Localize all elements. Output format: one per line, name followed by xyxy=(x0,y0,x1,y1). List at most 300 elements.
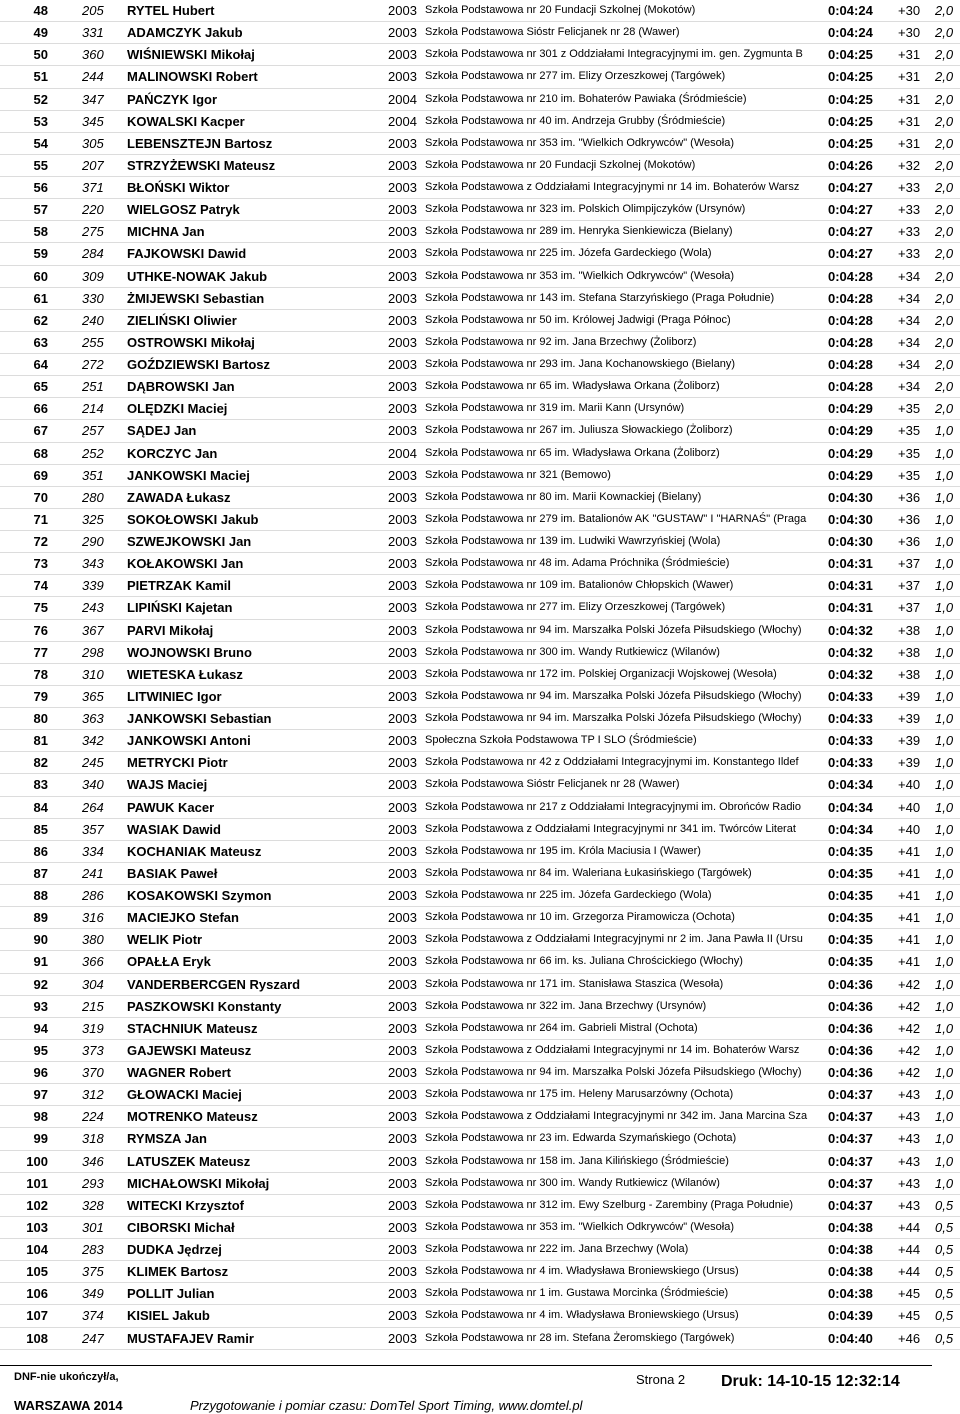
bib-cell: 247 xyxy=(82,1330,104,1346)
place-cell: 53 xyxy=(33,113,48,129)
birth-year-cell: 2003 xyxy=(388,1330,417,1346)
time-cell: 0:04:38 xyxy=(828,1264,873,1280)
school-cell: Szkoła Podstawowa nr 264 im. Gabrieli Mistral (Ochota) xyxy=(425,1021,698,1034)
school-cell: Szkoła Podstawowa nr 312 im. Ewy Szelburg - Zarembiny (Praga Południe) xyxy=(425,1198,794,1211)
school-cell: Szkoła Podstawowa nr 48 im. Adama Próchnika (Śródmieście) xyxy=(425,557,730,570)
school-cell: Szkoła Podstawowa nr 4 im. Władysława Broniewskiego (Ursus) xyxy=(425,1265,739,1278)
place-cell: 70 xyxy=(33,489,48,505)
birth-year-cell: 2003 xyxy=(388,3,417,18)
bib-cell: 272 xyxy=(82,357,104,372)
table-row xyxy=(0,553,960,575)
diff-cell: +33 xyxy=(898,246,921,262)
bib-cell: 342 xyxy=(82,733,104,749)
table-row xyxy=(0,243,960,265)
table-row xyxy=(0,1217,960,1239)
name-cell: MUSTAFAJEV Ramir xyxy=(127,1330,254,1346)
place-cell: 59 xyxy=(33,246,48,262)
table-row xyxy=(0,487,960,509)
name-cell: WIŚNIEWSKI Mikołaj xyxy=(127,47,255,63)
table-row xyxy=(0,111,960,133)
name-cell: JANKOWSKI Antoni xyxy=(127,733,251,749)
birth-year-cell: 2003 xyxy=(388,1286,417,1302)
points-cell: 1,0 xyxy=(935,556,954,572)
diff-cell: +43 xyxy=(898,1109,921,1125)
table-row xyxy=(0,199,960,221)
points-cell: 1,0 xyxy=(935,511,954,527)
birth-year-cell: 2003 xyxy=(388,401,417,417)
points-cell: 2,0 xyxy=(935,113,954,129)
table-row xyxy=(0,288,960,310)
table-row xyxy=(0,1062,960,1084)
bib-cell: 251 xyxy=(82,379,104,395)
time-cell: 0:04:33 xyxy=(828,755,873,771)
time-cell: 0:04:37 xyxy=(828,1087,873,1103)
name-cell: RYTEL Hubert xyxy=(127,3,215,18)
place-cell: 86 xyxy=(33,843,48,859)
birth-year-cell: 2003 xyxy=(388,246,417,262)
table-row xyxy=(0,1018,960,1040)
bib-cell: 325 xyxy=(82,511,104,527)
time-cell: 0:04:30 xyxy=(828,489,873,505)
name-cell: LITWINIEC Igor xyxy=(127,688,222,704)
table-row xyxy=(0,597,960,619)
table-row xyxy=(0,797,960,819)
points-cell: 2,0 xyxy=(935,224,954,240)
table-row xyxy=(0,863,960,885)
bib-cell: 312 xyxy=(82,1087,104,1103)
school-cell: Szkoła Podstawowa nr 139 im. Ludwiki Wawrzyńskiej (Wola) xyxy=(425,535,721,547)
bib-cell: 283 xyxy=(82,1242,104,1257)
school-cell: Szkoła Podstawowa nr 94 im. Marszałka Polski Józefa Piłsudskiego (Włochy) xyxy=(425,689,802,702)
school-cell: Szkoła Podstawowa nr 171 im. Stanisława Staszica (Wesoła) xyxy=(425,977,724,990)
diff-cell: +42 xyxy=(898,1042,921,1058)
place-cell: 87 xyxy=(33,865,48,881)
table-row xyxy=(0,420,960,442)
name-cell: CIBORSKI Michał xyxy=(127,1219,235,1235)
time-cell: 0:04:35 xyxy=(828,910,873,926)
name-cell: VANDERBERCGEN Ryszard xyxy=(127,976,301,992)
place-cell: 88 xyxy=(33,888,48,903)
diff-cell: +41 xyxy=(898,888,921,903)
points-cell: 2,0 xyxy=(935,135,954,151)
bib-cell: 347 xyxy=(82,91,104,107)
diff-cell: +31 xyxy=(898,113,921,129)
diff-cell: +33 xyxy=(898,180,921,195)
bib-cell: 264 xyxy=(82,799,104,815)
diff-cell: +31 xyxy=(898,91,921,107)
points-cell: 0,5 xyxy=(935,1286,954,1302)
birth-year-cell: 2003 xyxy=(388,268,417,284)
time-cell: 0:04:33 xyxy=(828,688,873,704)
place-cell: 68 xyxy=(33,445,48,461)
birth-year-cell: 2003 xyxy=(388,1042,417,1058)
points-cell: 2,0 xyxy=(935,202,954,218)
bib-cell: 319 xyxy=(82,1020,104,1036)
points-cell: 1,0 xyxy=(935,711,954,726)
time-cell: 0:04:35 xyxy=(828,865,873,881)
points-cell: 0,5 xyxy=(935,1264,954,1280)
table-row xyxy=(0,0,960,22)
points-cell: 2,0 xyxy=(935,290,954,306)
time-cell: 0:04:29 xyxy=(828,401,873,417)
name-cell: WELIK Piotr xyxy=(127,932,203,948)
table-row xyxy=(0,752,960,774)
points-cell: 1,0 xyxy=(935,954,954,970)
diff-cell: +35 xyxy=(898,467,921,483)
diff-cell: +39 xyxy=(898,733,921,749)
time-cell: 0:04:38 xyxy=(828,1286,873,1302)
name-cell: JANKOWSKI Sebastian xyxy=(127,711,272,726)
points-cell: 2,0 xyxy=(935,157,954,173)
bib-cell: 343 xyxy=(82,556,104,572)
school-cell: Szkoła Podstawowa nr 65 im. Władysława Orkana (Żoliborz) xyxy=(425,446,720,459)
bib-cell: 298 xyxy=(82,644,104,660)
school-cell: Szkoła Podstawowa nr 277 im. Elizy Orzeszkowej (Targówek) xyxy=(425,70,726,83)
name-cell: SZWEJKOWSKI Jan xyxy=(127,534,252,549)
time-cell: 0:04:35 xyxy=(828,888,873,903)
diff-cell: +39 xyxy=(898,688,921,704)
birth-year-cell: 2003 xyxy=(388,489,417,505)
birth-year-cell: 2003 xyxy=(388,1065,417,1080)
name-cell: KOWALSKI Kacper xyxy=(127,113,245,129)
bib-cell: 334 xyxy=(82,843,104,859)
bib-cell: 309 xyxy=(82,268,104,284)
points-cell: 1,0 xyxy=(935,1020,954,1036)
school-cell: Szkoła Podstawowa nr 1 im. Gustawa Morcinka (Śródmieście) xyxy=(425,1287,729,1300)
bib-cell: 304 xyxy=(82,976,104,992)
table-row xyxy=(0,310,960,332)
points-cell: 2,0 xyxy=(935,379,954,395)
place-cell: 85 xyxy=(33,821,48,837)
diff-cell: +35 xyxy=(898,401,921,417)
points-cell: 1,0 xyxy=(935,733,954,749)
school-cell: Szkoła Podstawowa nr 175 im. Heleny Marusarzówny (Ochota) xyxy=(425,1088,734,1101)
diff-cell: +36 xyxy=(898,534,921,549)
place-cell: 49 xyxy=(33,25,48,41)
points-cell: 1,0 xyxy=(935,1042,954,1058)
diff-cell: +39 xyxy=(898,711,921,726)
bib-cell: 380 xyxy=(82,932,104,948)
name-cell: KORCZYC Jan xyxy=(127,445,218,461)
diff-cell: +43 xyxy=(898,1153,921,1169)
time-cell: 0:04:35 xyxy=(828,843,873,859)
city-year: WARSZAWA 2014 xyxy=(14,1398,123,1413)
birth-year-cell: 2003 xyxy=(388,1087,417,1103)
table-row xyxy=(0,332,960,354)
time-cell: 0:04:26 xyxy=(828,157,873,173)
diff-cell: +37 xyxy=(898,600,921,616)
birth-year-cell: 2003 xyxy=(388,1175,417,1191)
place-cell: 104 xyxy=(26,1242,48,1257)
name-cell: ZIELIŃSKI Oliwier xyxy=(127,312,237,328)
points-cell: 2,0 xyxy=(935,312,954,328)
time-cell: 0:04:32 xyxy=(828,644,873,660)
birth-year-cell: 2003 xyxy=(388,1153,417,1169)
diff-cell: +31 xyxy=(898,135,921,151)
birth-year-cell: 2003 xyxy=(388,511,417,527)
table-row xyxy=(0,89,960,111)
table-row xyxy=(0,1283,960,1305)
name-cell: MICHNA Jan xyxy=(127,224,205,240)
time-cell: 0:04:32 xyxy=(828,666,873,682)
time-cell: 0:04:27 xyxy=(828,180,873,195)
place-cell: 51 xyxy=(33,69,48,85)
points-cell: 1,0 xyxy=(935,622,954,638)
table-row xyxy=(0,22,960,44)
bib-cell: 207 xyxy=(82,157,104,173)
bib-cell: 375 xyxy=(82,1264,104,1280)
time-cell: 0:04:28 xyxy=(828,334,873,350)
table-row xyxy=(0,774,960,796)
diff-cell: +33 xyxy=(898,202,921,218)
points-cell: 1,0 xyxy=(935,865,954,881)
school-cell: Szkoła Podstawowa nr 50 im. Królowej Jadwigi (Praga Północ) xyxy=(425,313,731,326)
birth-year-cell: 2003 xyxy=(388,644,417,660)
diff-cell: +44 xyxy=(898,1219,921,1235)
bib-cell: 245 xyxy=(82,755,104,771)
place-cell: 63 xyxy=(33,334,48,350)
diff-cell: +38 xyxy=(898,622,921,638)
school-cell: Szkoła Podstawowa Sióstr Felicjanek nr 28 (Wawer) xyxy=(425,26,680,39)
birth-year-cell: 2003 xyxy=(388,224,417,240)
diff-cell: +40 xyxy=(898,799,921,815)
name-cell: MOTRENKO Mateusz xyxy=(127,1109,258,1125)
bib-cell: 330 xyxy=(82,290,104,306)
birth-year-cell: 2003 xyxy=(388,25,417,41)
school-cell: Szkoła Podstawowa nr 40 im. Andrzeja Grubby (Śródmieście) xyxy=(425,114,726,127)
name-cell: METRYCKI Piotr xyxy=(127,755,228,771)
bib-cell: 370 xyxy=(82,1065,104,1080)
place-cell: 54 xyxy=(33,135,48,151)
name-cell: KOŁAKOWSKI Jan xyxy=(127,556,244,572)
school-cell: Szkoła Podstawowa z Oddziałami Integracyjnymi nr 14 im. Bohaterów Warsz xyxy=(425,1043,800,1056)
diff-cell: +32 xyxy=(898,157,921,173)
bib-cell: 220 xyxy=(82,202,104,218)
bib-cell: 305 xyxy=(82,135,104,151)
birth-year-cell: 2003 xyxy=(388,157,417,173)
school-cell: Szkoła Podstawowa nr 84 im. Waleriana Łukasińskiego (Targówek) xyxy=(425,866,752,879)
bib-cell: 346 xyxy=(82,1153,104,1169)
diff-cell: +36 xyxy=(898,511,921,527)
diff-cell: +34 xyxy=(898,357,921,372)
birth-year-cell: 2003 xyxy=(388,888,417,903)
name-cell: WAJS Maciej xyxy=(127,777,208,793)
name-cell: GOŹDZIEWSKI Bartosz xyxy=(127,357,271,372)
birth-year-cell: 2003 xyxy=(388,622,417,638)
birth-year-cell: 2003 xyxy=(388,534,417,549)
place-cell: 74 xyxy=(33,578,48,594)
school-cell: Szkoła Podstawowa nr 195 im. Króla Maciusia I (Wawer) xyxy=(425,844,701,857)
diff-cell: +34 xyxy=(898,312,921,328)
name-cell: WASIAK Dawid xyxy=(127,821,221,837)
birth-year-cell: 2003 xyxy=(388,733,417,749)
school-cell: Szkoła Podstawowa nr 225 im. Józefa Gardeckiego (Wola) xyxy=(425,889,712,901)
time-cell: 0:04:27 xyxy=(828,202,873,218)
name-cell: SOKOŁOWSKI Jakub xyxy=(127,511,259,527)
bib-cell: 363 xyxy=(82,711,104,726)
name-cell: GŁOWACKI Maciej xyxy=(127,1087,242,1103)
place-cell: 97 xyxy=(33,1087,48,1103)
bib-cell: 286 xyxy=(82,888,104,903)
birth-year-cell: 2003 xyxy=(388,578,417,594)
table-row xyxy=(0,398,960,420)
diff-cell: +38 xyxy=(898,644,921,660)
time-cell: 0:04:35 xyxy=(828,932,873,948)
bib-cell: 240 xyxy=(82,312,104,328)
school-cell: Szkoła Podstawowa nr 92 im. Jana Brzechwy (Żoliborz) xyxy=(425,335,697,348)
name-cell: POLLIT Julian xyxy=(127,1286,215,1302)
school-cell: Szkoła Podstawowa nr 319 im. Marii Kann (Ursynów) xyxy=(425,402,685,415)
place-cell: 71 xyxy=(33,511,48,527)
name-cell: KLIMEK Bartosz xyxy=(127,1264,229,1280)
print-stamp: Druk: 14-10-15 12:32:14 xyxy=(721,1373,900,1390)
school-cell: Szkoła Podstawowa nr 158 im. Jana Kilińskiego (Śródmieście) xyxy=(425,1154,729,1167)
points-cell: 2,0 xyxy=(935,180,954,195)
table-row xyxy=(0,177,960,199)
table-row xyxy=(0,1239,960,1261)
time-cell: 0:04:29 xyxy=(828,467,873,483)
school-cell: Szkoła Podstawowa nr 323 im. Polskich Olimpijczyków (Ursynów) xyxy=(425,203,746,216)
school-cell: Szkoła Podstawowa z Oddziałami Integracyjnymi nr 342 im. Jana Marcina Sza xyxy=(425,1110,808,1123)
bib-cell: 318 xyxy=(82,1131,104,1147)
school-cell: Szkoła Podstawowa nr 94 im. Marszałka Polski Józefa Piłsudskiego (Włochy) xyxy=(425,1066,802,1078)
place-cell: 72 xyxy=(33,534,48,549)
name-cell: OLĘDZKI Maciej xyxy=(127,401,228,417)
school-cell: Szkoła Podstawowa nr 10 im. Grzegorza Piramowicza (Ochota) xyxy=(425,911,735,924)
diff-cell: +45 xyxy=(898,1286,921,1302)
diff-cell: +31 xyxy=(898,47,921,63)
birth-year-cell: 2003 xyxy=(388,1020,417,1036)
school-cell: Szkoła Podstawowa nr 23 im. Edwarda Szymańskiego (Ochota) xyxy=(425,1132,737,1145)
diff-cell: +31 xyxy=(898,69,921,85)
points-cell: 2,0 xyxy=(935,3,954,18)
school-cell: Szkoła Podstawowa nr 225 im. Józefa Gardeckiego (Wola) xyxy=(425,247,712,260)
table-row xyxy=(0,221,960,243)
points-cell: 1,0 xyxy=(935,998,954,1014)
points-cell: 2,0 xyxy=(935,334,954,350)
name-cell: MACIEJKO Stefan xyxy=(127,910,239,926)
time-cell: 0:04:27 xyxy=(828,246,873,262)
name-cell: PAŃCZYK Igor xyxy=(127,91,218,107)
birth-year-cell: 2003 xyxy=(388,1264,417,1280)
points-cell: 0,5 xyxy=(935,1308,954,1324)
school-cell: Szkoła Podstawowa nr 353 im. "Wielkich Odkrywców" (Wesoła) xyxy=(425,269,734,282)
name-cell: KOCHANIAK Mateusz xyxy=(127,843,262,859)
time-cell: 0:04:33 xyxy=(828,733,873,749)
time-cell: 0:04:33 xyxy=(828,711,873,726)
diff-cell: +34 xyxy=(898,334,921,350)
dnf-note: DNF-nie ukończył/a, xyxy=(14,1371,119,1383)
table-row xyxy=(0,885,960,907)
page-number: Strona 2 xyxy=(636,1372,686,1387)
table-row xyxy=(0,354,960,376)
school-cell: Szkoła Podstawowa nr 109 im. Batalionów Chłopskich (Wawer) xyxy=(425,579,734,592)
points-cell: 0,5 xyxy=(935,1242,954,1257)
table-row xyxy=(0,929,960,951)
time-cell: 0:04:25 xyxy=(828,69,873,85)
birth-year-cell: 2003 xyxy=(388,821,417,837)
place-cell: 90 xyxy=(33,932,48,948)
place-cell: 83 xyxy=(33,777,48,793)
diff-cell: +36 xyxy=(898,489,921,505)
table-row xyxy=(0,907,960,929)
birth-year-cell: 2003 xyxy=(388,1219,417,1235)
diff-cell: +34 xyxy=(898,379,921,395)
diff-cell: +41 xyxy=(898,954,921,970)
birth-year-cell: 2003 xyxy=(388,932,417,948)
birth-year-cell: 2003 xyxy=(388,1308,417,1324)
place-cell: 56 xyxy=(33,180,48,195)
school-cell: Szkoła Podstawowa nr 289 im. Henryka Sienkiewicza (Bielany) xyxy=(425,225,733,238)
bib-cell: 255 xyxy=(82,334,104,350)
points-cell: 2,0 xyxy=(935,246,954,262)
birth-year-cell: 2004 xyxy=(388,91,417,107)
points-cell: 1,0 xyxy=(935,1087,954,1103)
place-cell: 98 xyxy=(33,1109,48,1125)
place-cell: 76 xyxy=(33,622,48,638)
points-cell: 2,0 xyxy=(935,357,954,372)
school-cell: Szkoła Podstawowa z Oddziałami Integracyjnymi nr 2 im. Jana Pawła II (Ursu xyxy=(425,933,803,946)
name-cell: OPAŁŁA Eryk xyxy=(127,954,211,970)
diff-cell: +40 xyxy=(898,821,921,837)
place-cell: 57 xyxy=(33,202,48,218)
points-cell: 2,0 xyxy=(935,25,954,41)
bib-cell: 367 xyxy=(82,622,104,638)
diff-cell: +35 xyxy=(898,423,921,439)
name-cell: WIETESKA Łukasz xyxy=(127,666,243,682)
points-cell: 2,0 xyxy=(935,91,954,107)
name-cell: WAGNER Robert xyxy=(127,1065,231,1080)
place-cell: 92 xyxy=(33,976,48,992)
name-cell: LIPIŃSKI Kajetan xyxy=(127,600,233,616)
place-cell: 106 xyxy=(26,1286,48,1302)
points-cell: 0,5 xyxy=(935,1197,954,1213)
name-cell: STRZYŻEWSKI Mateusz xyxy=(127,157,276,173)
time-cell: 0:04:32 xyxy=(828,622,873,638)
table-row xyxy=(0,620,960,642)
school-cell: Szkoła Podstawowa nr 210 im. Bohaterów Pawiaka (Śródmieście) xyxy=(425,92,747,105)
place-cell: 89 xyxy=(33,910,48,926)
table-row xyxy=(0,708,960,730)
diff-cell: +45 xyxy=(898,1308,921,1324)
table-row xyxy=(0,575,960,597)
birth-year-cell: 2003 xyxy=(388,711,417,726)
time-cell: 0:04:39 xyxy=(828,1308,873,1324)
bib-cell: 275 xyxy=(82,224,104,240)
school-cell: Szkoła Podstawowa nr 301 z Oddziałami Integracyjnymi im. gen. Zygmunta B xyxy=(425,48,803,61)
diff-cell: +43 xyxy=(898,1197,921,1213)
name-cell: BASIAK Paweł xyxy=(127,865,218,881)
bib-cell: 351 xyxy=(82,467,104,483)
birth-year-cell: 2003 xyxy=(388,69,417,85)
bib-cell: 205 xyxy=(82,3,104,18)
place-cell: 55 xyxy=(33,157,48,173)
diff-cell: +39 xyxy=(898,755,921,771)
time-cell: 0:04:27 xyxy=(828,224,873,240)
place-cell: 84 xyxy=(33,799,48,815)
diff-cell: +35 xyxy=(898,445,921,461)
points-cell: 2,0 xyxy=(935,69,954,85)
points-cell: 1,0 xyxy=(935,688,954,704)
bib-cell: 280 xyxy=(82,489,104,505)
name-cell: MICHAŁOWSKI Mikołaj xyxy=(127,1175,270,1191)
school-cell: Szkoła Podstawowa nr 222 im. Jana Brzechwy (Wola) xyxy=(425,1243,689,1255)
birth-year-cell: 2003 xyxy=(388,290,417,306)
time-cell: 0:04:25 xyxy=(828,47,873,63)
name-cell: PASZKOWSKI Konstanty xyxy=(127,998,282,1014)
place-cell: 99 xyxy=(33,1131,48,1147)
time-cell: 0:04:31 xyxy=(828,578,873,594)
